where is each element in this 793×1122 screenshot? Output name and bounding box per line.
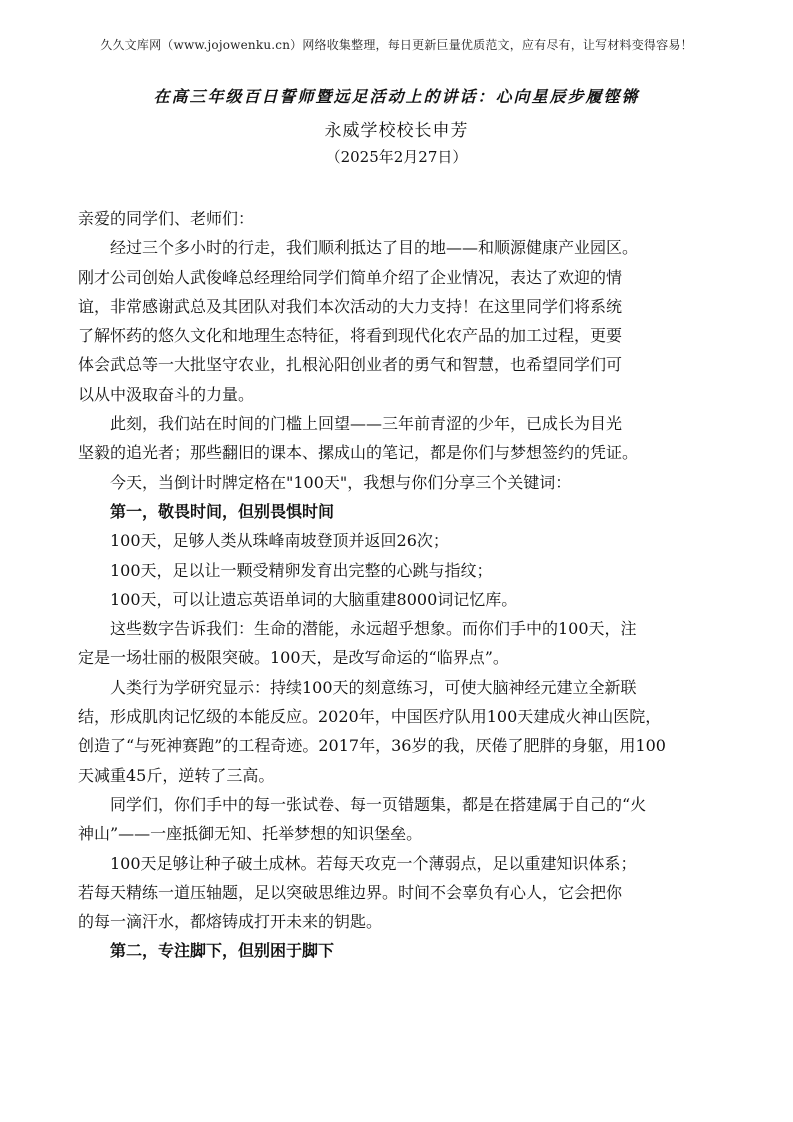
paragraph-line: 的每一滴汗水，都熔铸成打开未来的钥匙。 xyxy=(78,912,383,932)
salutation: 亲爱的同学们、老师们： xyxy=(78,209,255,228)
paragraph-1 xyxy=(78,233,718,409)
page-title: 在高三年级百日誓师暨远足活动上的讲话：心向星辰步履铿锵 xyxy=(153,87,640,106)
paragraph-2 xyxy=(78,409,718,468)
paragraph-line: 定是一场壮丽的极限突破。100天，是改写命运的“临界点”。 xyxy=(78,648,509,668)
paragraph-line: 结，形成肌肉记忆级的本能反应。2020年，中国医疗队用100天建成火神山医院， xyxy=(78,707,662,727)
date-line: （2025年2月27日） xyxy=(325,148,468,166)
header-watermark: 久久文库网（www.jojowenku.cn）网络收集整理，每日更新巨量优质范文，应有尽有，让写材料变得容易！ xyxy=(100,38,693,52)
paragraph-line: 谊，非常感谢武总及其团队对我们本次活动的大力支持！在这里同学们将系统 xyxy=(78,296,623,316)
paragraph-6: 100天，可以让遗忘英语单词的大脑重建8000词记忆库。 xyxy=(110,589,518,609)
paragraph-4: 100天，足够人类从珠峰南坡登顶并返回26次； xyxy=(110,531,449,551)
paragraph-line: 100天足够让种子破土成林。若每天攻克一个薄弱点，足以重建知识体系； xyxy=(110,853,637,873)
paragraph-line: 以从中汲取奋斗的力量。 xyxy=(78,384,255,404)
paragraph-line: 此刻，我们站在时间的门槛上回望——三年前青涩的少年，已成长为目光 xyxy=(110,414,623,434)
paragraph-line: 了解怀药的悠久文化和地理生态特征，将看到现代化农产品的加工过程，更要 xyxy=(78,326,623,346)
paragraph-line: 这些数字告诉我们：生命的潜能，永远超乎想象。而你们手中的100天，注 xyxy=(110,619,637,639)
paragraph-line: 经过三个多小时的行走，我们顺利抵达了目的地——和顺源健康产业园区。 xyxy=(110,238,639,258)
paragraph-8 xyxy=(78,673,718,790)
section-heading-2: 第二，专注脚下，但别困于脚下 xyxy=(110,941,335,961)
paragraph-3: 今天，当倒计时牌定格在"100天"，我想与你们分享三个关键词： xyxy=(110,472,572,492)
paragraph-line: 神山”——一座抵御无知、托举梦想的知识堡垒。 xyxy=(78,824,423,844)
paragraph-line: 体会武总等一大批坚守农业，扎根沁阳创业者的勇气和智慧，也希望同学们可 xyxy=(78,355,623,375)
paragraph-line: 人类行为学研究显示：持续100天的刻意练习，可使大脑神经元建立全新联 xyxy=(110,677,637,697)
paragraph-9 xyxy=(78,790,718,849)
paragraph-5: 100天，足以让一颗受精卵发育出完整的心跳与指纹； xyxy=(110,560,493,580)
paragraph-line: 天减重45斤，逆转了三高。 xyxy=(78,765,275,785)
speech-body xyxy=(78,204,718,966)
paragraph-line: 坚毅的追光者；那些翻旧的课本、摞成山的笔记，都是你们与梦想签约的凭证。 xyxy=(78,443,639,463)
paragraph-10 xyxy=(78,849,718,937)
paragraph-line: 同学们，你们手中的每一张试卷、每一页错题集，都是在搭建属于自己的“火 xyxy=(110,794,647,814)
paragraph-line: 刚才公司创始人武俊峰总经理给同学们简单介绍了企业情况，表达了欢迎的情 xyxy=(78,267,623,287)
paragraph-line: 若每天精练一道压轴题，足以突破思维边界。时间不会辜负有心人，它会把你 xyxy=(78,882,623,902)
paragraph-line: 创造了“与死神赛跑”的工程奇迹。2017年，36岁的我，厌倦了肥胖的身躯，用100 xyxy=(78,736,666,756)
section-heading-1: 第一，敬畏时间，但别畏惧时间 xyxy=(110,501,335,521)
author-line: 永威学校校长申芳 xyxy=(324,121,469,141)
paragraph-7 xyxy=(78,614,718,673)
